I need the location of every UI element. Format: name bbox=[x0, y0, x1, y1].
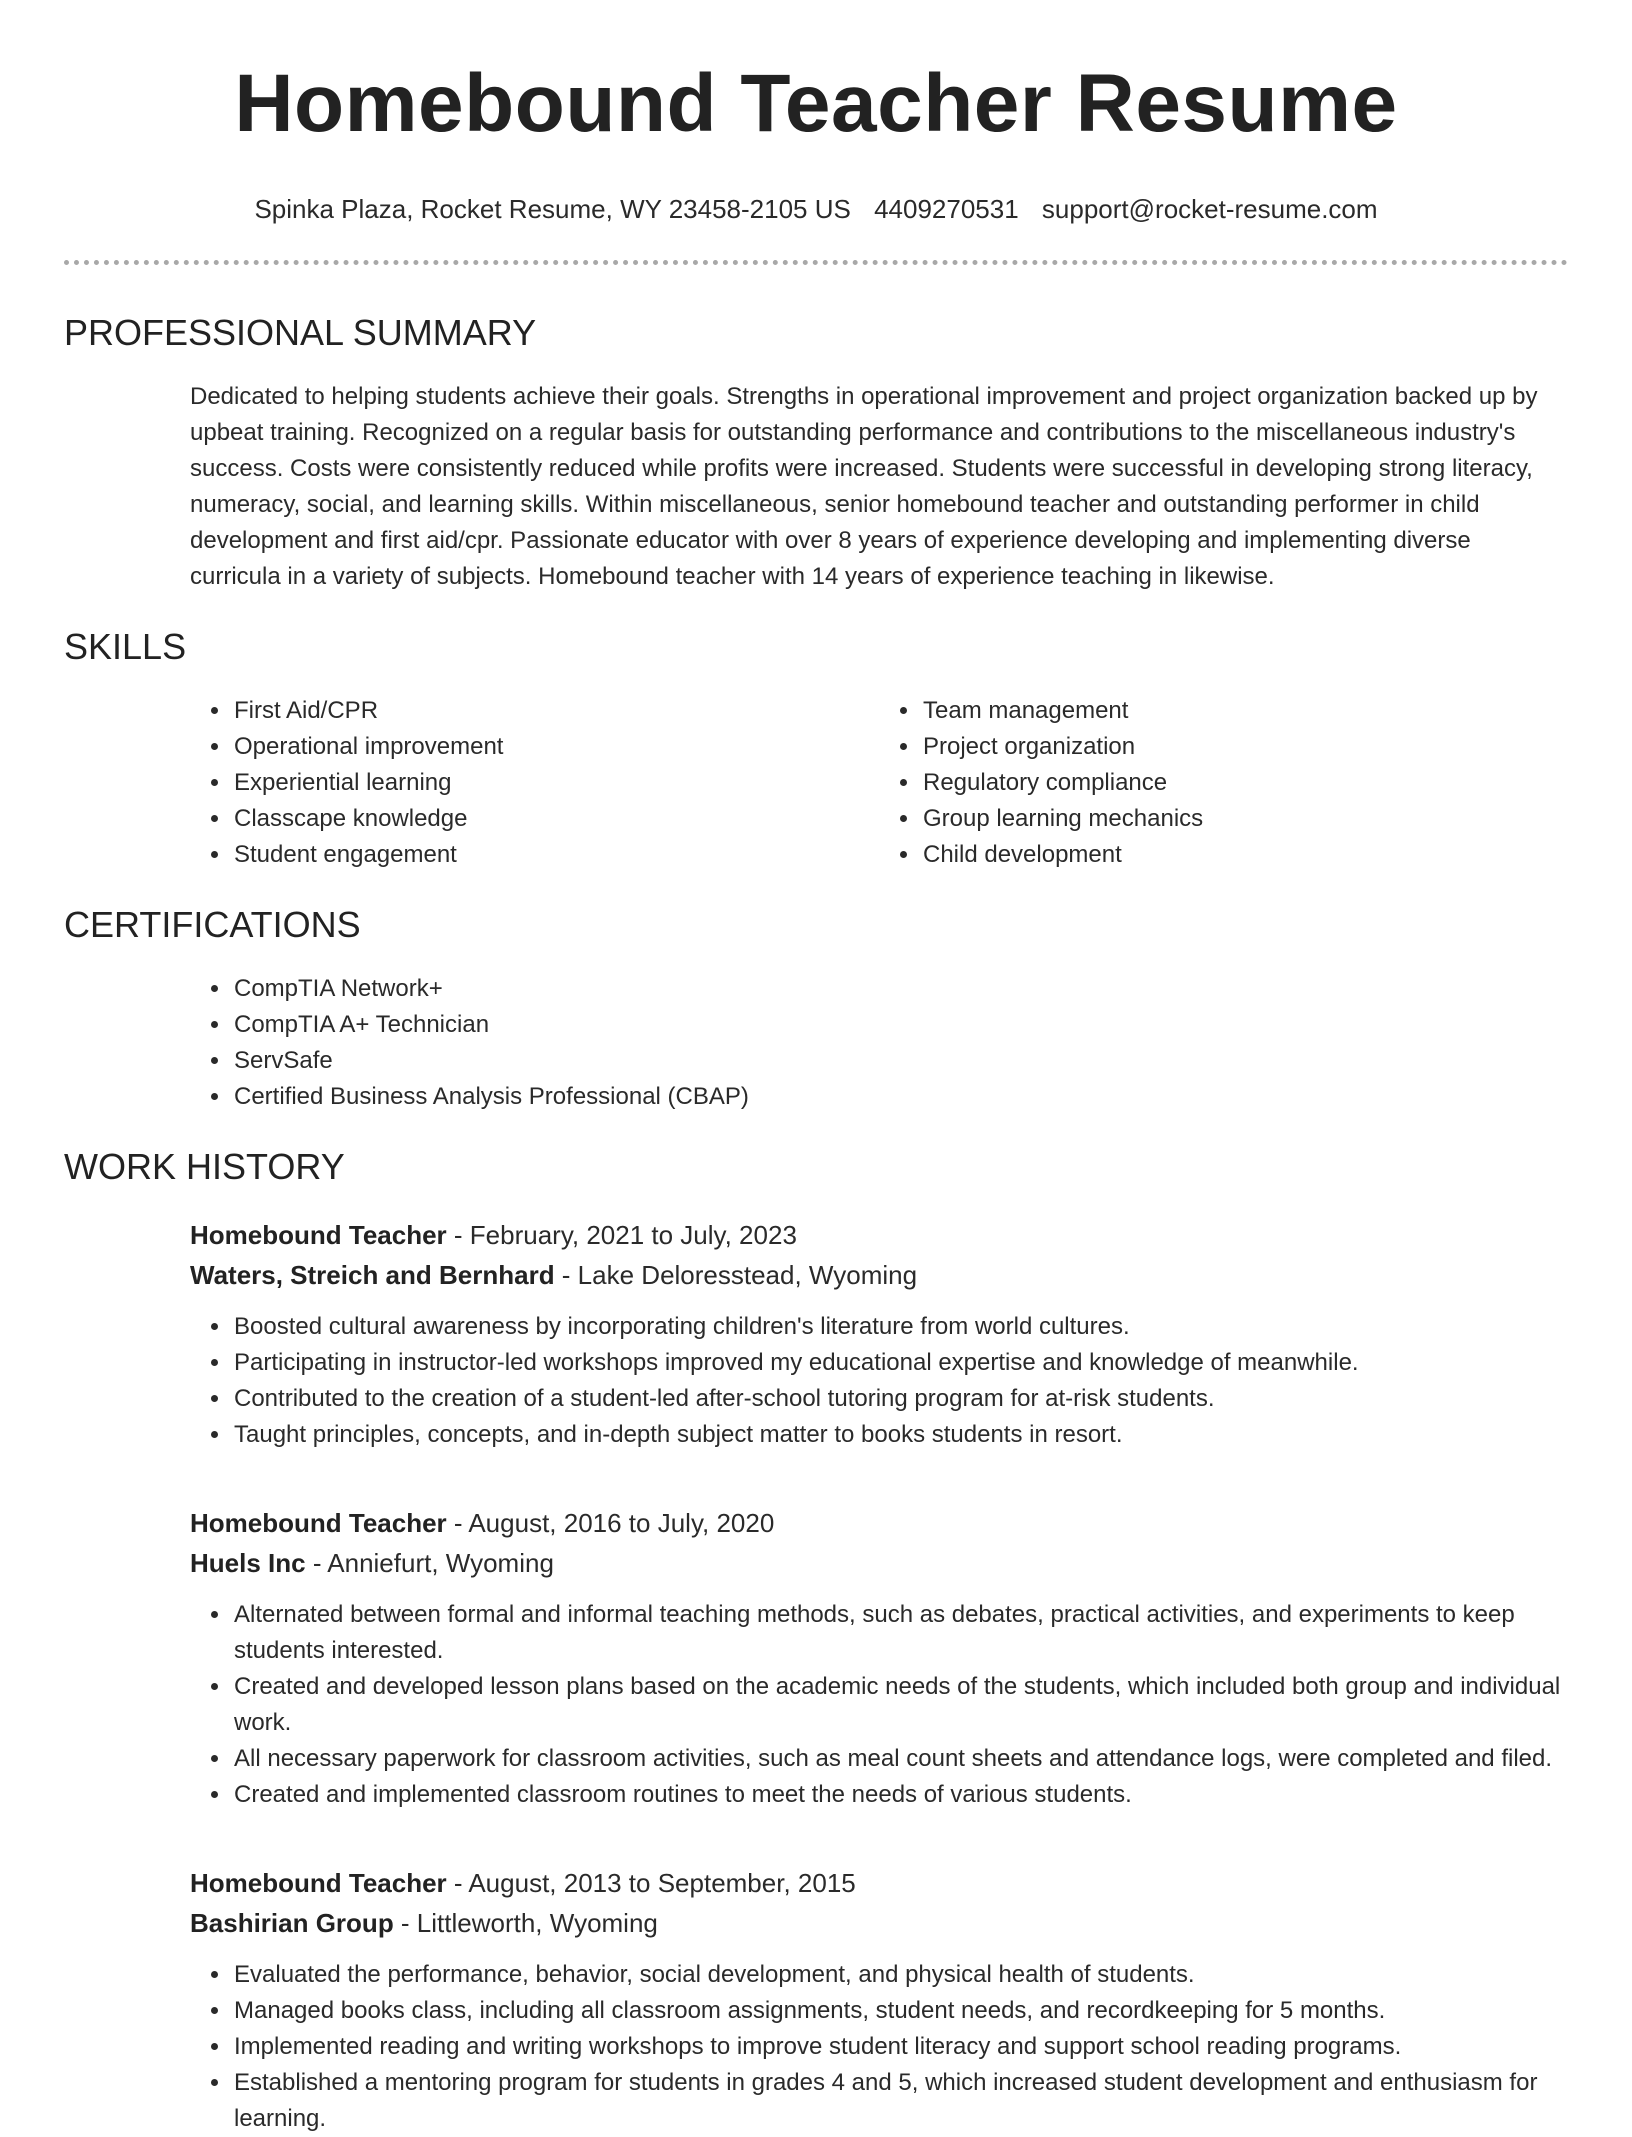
job-bullets bbox=[190, 1309, 1568, 1453]
skill-item: • Team management bbox=[921, 693, 1568, 729]
certification-item: • ServSafe bbox=[232, 1043, 1568, 1079]
page-title: Homebound Teacher Resume bbox=[234, 58, 1398, 149]
job-bullet: • All necessary paperwork for classroom activities, such as meal count sheets and attendance logs, were completed and filed. bbox=[232, 1741, 1568, 1777]
job-title-line bbox=[190, 1863, 1568, 1903]
certifications-section bbox=[64, 903, 1568, 1115]
skill-item: • Experiential learning bbox=[232, 765, 879, 801]
job-location: - Anniefurt, Wyoming bbox=[305, 1548, 554, 1578]
certification-item: • CompTIA A+ Technician bbox=[232, 1007, 1568, 1043]
job-entry bbox=[64, 1863, 1568, 2137]
skill-item: • First Aid/CPR bbox=[232, 693, 879, 729]
skill-item: • Project organization bbox=[921, 729, 1568, 765]
skill-item: • Group learning mechanics bbox=[921, 801, 1568, 837]
job-dates: - February, 2021 to July, 2023 bbox=[446, 1220, 797, 1250]
work-history-section bbox=[64, 1145, 1568, 2137]
summary-heading: PROFESSIONAL SUMMARY bbox=[64, 312, 537, 353]
header-divider bbox=[64, 260, 1568, 265]
certifications-body bbox=[64, 971, 1568, 1115]
certifications-list bbox=[190, 971, 1568, 1115]
job-entry bbox=[64, 1503, 1568, 1813]
job-company-line bbox=[190, 1255, 1568, 1295]
contact-email: support@rocket-resume.com bbox=[1041, 194, 1378, 224]
job-bullet: • Established a mentoring program for students in grades 4 and 5, which increased student development and enthusiasm for learning. bbox=[232, 2065, 1568, 2137]
certifications-heading: CERTIFICATIONS bbox=[64, 904, 361, 945]
certification-item: • CompTIA Network+ bbox=[232, 971, 1568, 1007]
job-company-line bbox=[190, 1543, 1568, 1583]
job-bullet: • Created and developed lesson plans based on the academic needs of the students, which included both group and individual work. bbox=[232, 1669, 1568, 1741]
job-entry bbox=[64, 1215, 1568, 1453]
job-location: - Lake Deloresstead, Wyoming bbox=[554, 1260, 918, 1290]
job-bullet: • Boosted cultural awareness by incorporating children's literature from world cultures. bbox=[232, 1309, 1568, 1345]
contact-address: Spinka Plaza, Rocket Resume, WY 23458-2105 US bbox=[254, 194, 851, 224]
job-role: Homebound Teacher bbox=[190, 1868, 447, 1898]
job-location: - Littleworth, Wyoming bbox=[393, 1908, 658, 1938]
summary-text: Dedicated to helping students achieve their goals. Strengths in operational improvement and project organization backed up by upbeat training. Recognized on a regular basis for outstanding performance and contributions to the miscellaneous industry's success. Costs were consistently reduced while profits were increased. Students were successful in developing strong literacy, numeracy, social, and learning skills. Within miscellaneous, senior homebound teacher and outstanding performer in child development and first aid/cpr. Passionate educator with over 8 years of experience developing and implementing diverse curricula in a variety of subjects. Homebound teacher with 14 years of experience teaching in likewise. bbox=[190, 383, 1538, 590]
job-company: Huels Inc bbox=[190, 1548, 306, 1578]
job-bullet: • Taught principles, concepts, and in-depth subject matter to books students in resort. bbox=[232, 1417, 1568, 1453]
skill-item: • Student engagement bbox=[232, 837, 879, 873]
job-company-line bbox=[190, 1903, 1568, 1943]
skills-list-left bbox=[190, 693, 879, 873]
skill-item: • Regulatory compliance bbox=[921, 765, 1568, 801]
job-dates: - August, 2016 to July, 2020 bbox=[446, 1508, 775, 1538]
work-history-heading: WORK HISTORY bbox=[64, 1146, 345, 1187]
job-bullet: • Managed books class, including all classroom assignments, student needs, and recordkeeping for 5 months. bbox=[232, 1993, 1568, 2029]
job-title-line bbox=[190, 1215, 1568, 1255]
job-bullet: • Contributed to the creation of a student-led after-school tutoring program for at-risk students. bbox=[232, 1381, 1568, 1417]
skills-heading: SKILLS bbox=[64, 626, 187, 667]
job-bullets bbox=[190, 1597, 1568, 1813]
job-bullet: • Evaluated the performance, behavior, social development, and physical health of students. bbox=[232, 1957, 1568, 1993]
skill-item: • Classcape knowledge bbox=[232, 801, 879, 837]
job-role: Homebound Teacher bbox=[190, 1508, 447, 1538]
job-bullet: • Alternated between formal and informal teaching methods, such as debates, practical activities, and experiments to keep students interested. bbox=[232, 1597, 1568, 1669]
skill-item: • Child development bbox=[921, 837, 1568, 873]
skills-section bbox=[64, 625, 1568, 873]
job-role: Homebound Teacher bbox=[190, 1220, 447, 1250]
summary-section bbox=[64, 311, 1568, 595]
contact-phone: 4409270531 bbox=[874, 194, 1019, 224]
skills-grid bbox=[64, 693, 1568, 873]
job-dates: - August, 2013 to September, 2015 bbox=[446, 1868, 856, 1898]
certification-item: • Certified Business Analysis Professional (CBAP) bbox=[232, 1079, 1568, 1115]
contact-line bbox=[64, 194, 1568, 224]
job-title-line bbox=[190, 1503, 1568, 1543]
job-company: Waters, Streich and Bernhard bbox=[190, 1260, 555, 1290]
job-bullet: • Created and implemented classroom routines to meet the needs of various students. bbox=[232, 1777, 1568, 1813]
skills-list-right bbox=[879, 693, 1568, 873]
job-bullet: • Participating in instructor-led workshops improved my educational expertise and knowledge of meanwhile. bbox=[232, 1345, 1568, 1381]
job-company: Bashirian Group bbox=[190, 1908, 394, 1938]
skill-item: • Operational improvement bbox=[232, 729, 879, 765]
job-bullet: • Implemented reading and writing workshops to improve student literacy and support school reading programs. bbox=[232, 2029, 1568, 2065]
job-bullets bbox=[190, 1957, 1568, 2137]
